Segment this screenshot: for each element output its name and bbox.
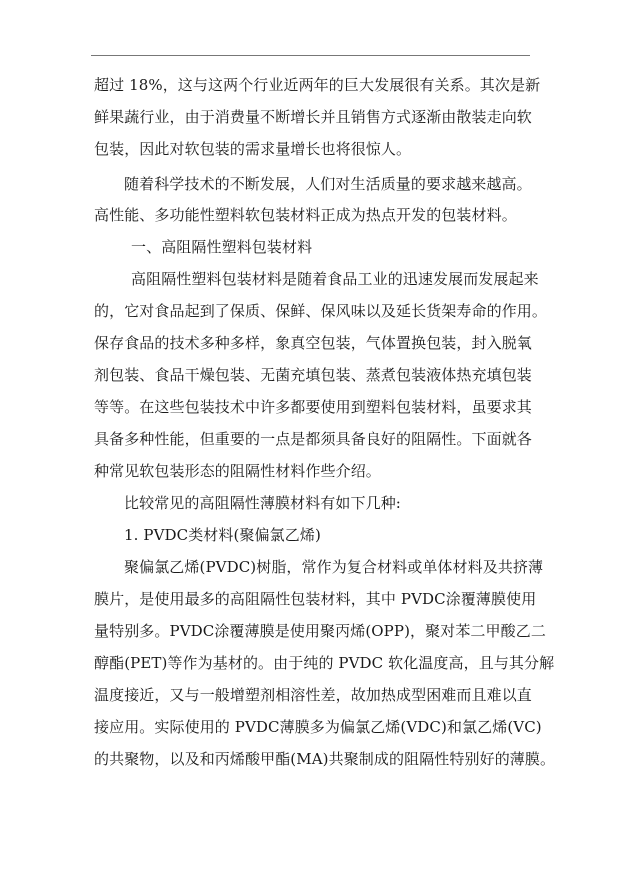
text-line: 剂包装、食品干燥包装、无菌充填包装、蒸煮包装液体热充填包装 <box>94 366 532 384</box>
section-heading: 一、高阻隔性塑料包装材料 <box>131 238 313 256</box>
text-line: 的，它对食品起到了保质、保鲜、保风味以及延长货架寿命的作用。 <box>94 302 548 320</box>
text-line: 鲜果蔬行业，由于消费量不断增长并且销售方式逐渐由散装走向软 <box>94 108 532 126</box>
text-line: 膜片，是使用最多的高阻隔性包装材料，其中 PVDC涂覆薄膜使用 <box>94 590 537 608</box>
text-line: 包装，因此对软包装的需求量增长也将很惊人。 <box>94 140 412 158</box>
header-rule <box>91 55 530 56</box>
text-line: 等等。在这些包装技术中许多都要使用到塑料包装材料，虽要求其 <box>94 398 532 416</box>
text-line: 温度接近，又与一般增塑剂相溶性差，故加热成型困难而且难以直 <box>94 686 532 704</box>
text-line: 比较常见的高阻隔性薄膜材料有如下几种: <box>124 494 401 512</box>
text-line: 随着科学技术的不断发展，人们对生活质量的要求越来越高。 <box>124 175 532 193</box>
text-line: 接应用。实际使用的 PVDC薄膜多为偏氯乙烯(VDC)和氯乙烯(VC) <box>94 718 542 736</box>
text-line: 具备多种性能，但重要的一点是都须具备良好的阻隔性。下面就各 <box>94 430 532 448</box>
text-line: 聚偏氯乙烯(PVDC)树脂，常作为复合材料或单体材料及共挤薄 <box>124 558 544 576</box>
subsection-heading: 1. PVDC类材料(聚偏氯乙烯) <box>124 526 321 544</box>
text-line: 种常见软包装形态的阻隔性材料作些介绍。 <box>94 462 381 480</box>
text-line: 的共聚物，以及和丙烯酸甲酯(MA)共聚制成的阻隔性特别好的薄膜。 <box>94 750 556 768</box>
text-line: 醇酯(PET)等作为基材的。由于纯的 PVDC 软化温度高，且与其分解 <box>94 654 555 672</box>
text-line: 超过 18%，这与这两个行业近两年的巨大发展很有关系。其次是新 <box>94 76 541 94</box>
text-line: 保存食品的技术多种多样，象真空包装，气体置换包装，封入脱氧 <box>94 334 532 352</box>
text-line: 量特别多。PVDC涂覆薄膜是使用聚丙烯(OPP)，聚对苯二甲酸乙二 <box>94 622 546 640</box>
text-line: 高阻隔性塑料包装材料是随着食品工业的迅速发展而发展起来 <box>131 270 539 288</box>
text-line: 高性能、多功能性塑料软包装材料正成为热点开发的包装材料。 <box>94 206 517 224</box>
